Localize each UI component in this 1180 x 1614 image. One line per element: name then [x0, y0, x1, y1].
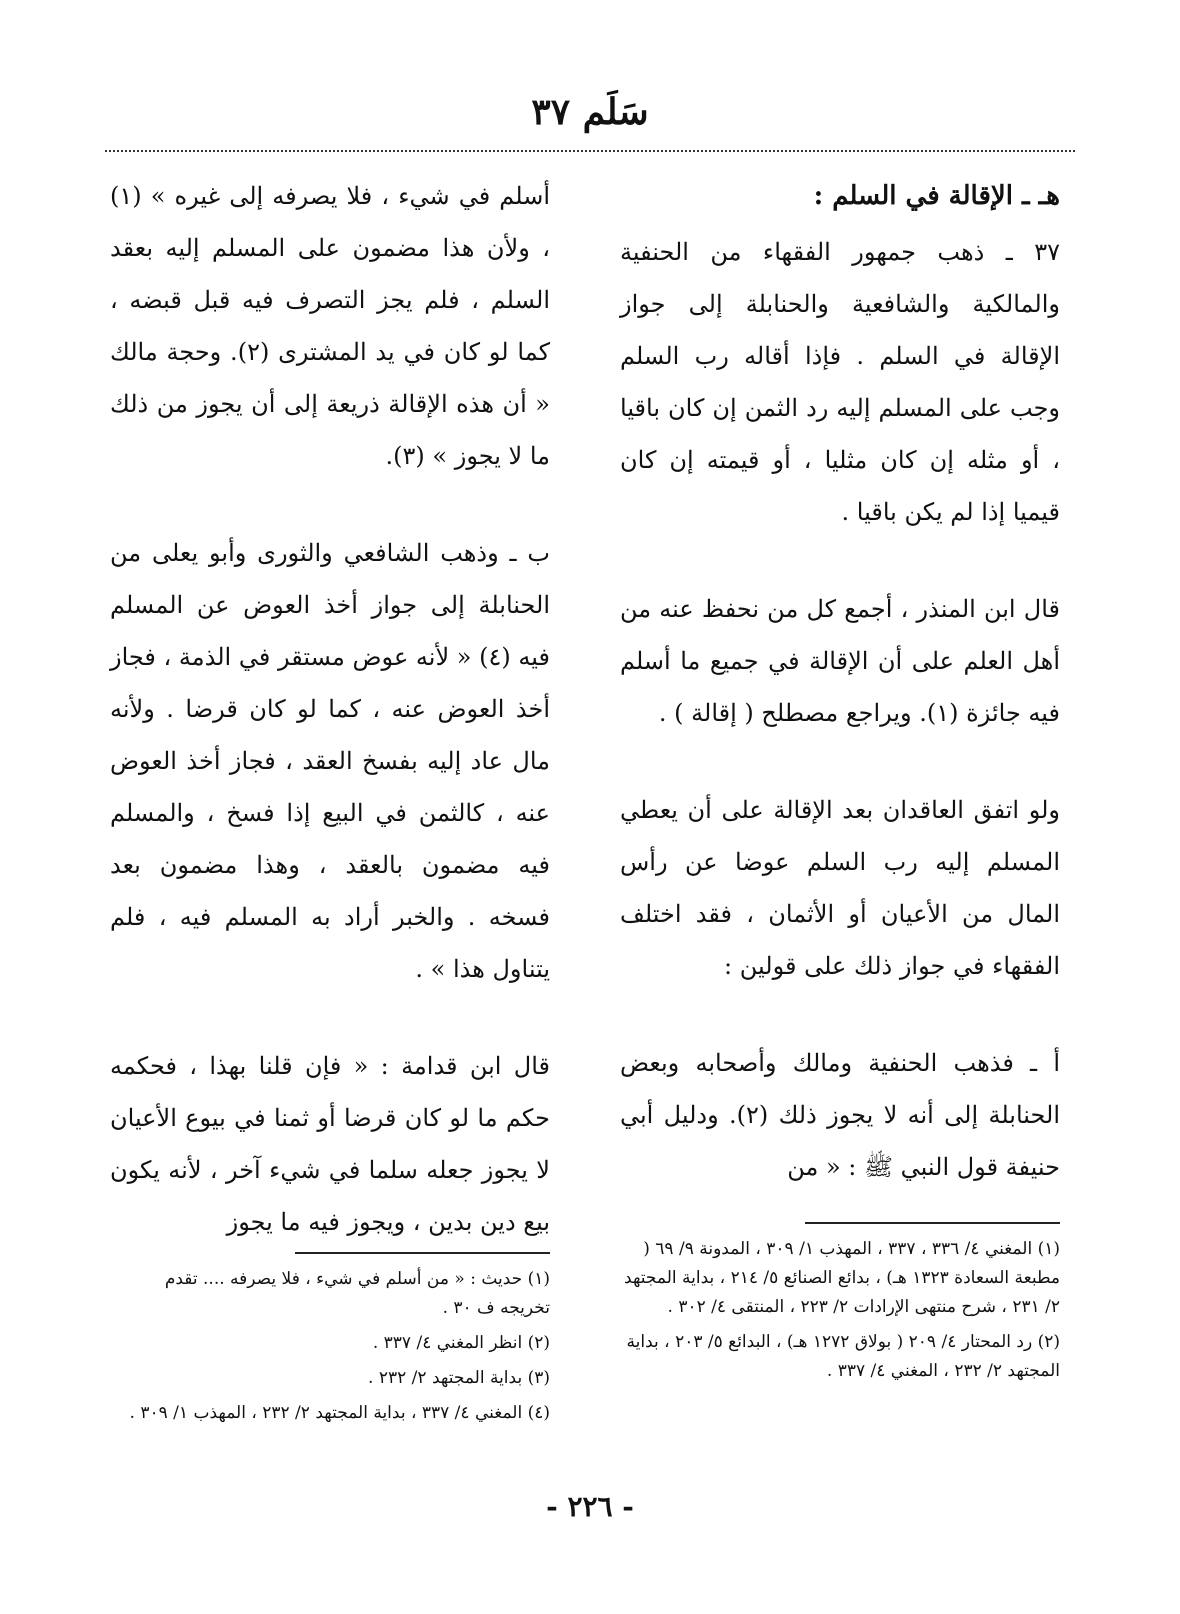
- section-heading: هـ ـ الإقالة في السلم :: [813, 181, 1060, 211]
- footnote: (١) المغني ٤/ ٣٣٦ ، ٣٣٧ ، المهذب ١/ ٣٠٩ ، المدونة ٩/ ٦٩ ( مطبعة السعادة ١٣٢٣ هـ) ، بدائع الصنائع ٥/ ٢١٤ ، بداية المجتهد ٢/ ٢٣١ ، شرح منتهى الإرادات ٢/ ٢٢٣ ، المنتقى ٤/ ٣٠٢ .: [624, 1239, 1060, 1317]
- footnote-divider: [805, 1222, 1060, 1224]
- footnote: (١) حديث : « من أسلم في شيء ، فلا يصرفه .... تقدم تخريجه ف ٣٠ .: [164, 1269, 550, 1318]
- header-divider: [105, 150, 1075, 152]
- footnote: (٢) انظر المغني ٤/ ٣٣٧ .: [372, 1333, 550, 1353]
- paragraph: أ ـ فذهب الحنفية ومالك وأصحابه وبعض الحنابلة إلى أنه لا يجوز ذلك (٢). ودليل أبي حنيفة قول النبي ﷺ : « من: [620, 1049, 1060, 1181]
- page-header: سَلَم ٣٧: [531, 91, 649, 133]
- page-number: - ٢٢٦ -: [546, 1490, 634, 1523]
- left-column: [110, 170, 550, 1293]
- footnote-divider: [295, 1252, 550, 1254]
- right-column: [620, 170, 1060, 1238]
- paragraph: ب ـ وذهب الشافعي والثورى وأبو يعلى من الحنابلة إلى جواز أخذ العوض عن المسلم فيه (٤) « لأنه عوض مستقر في الذمة ، فجاز أخذ العوض عنه ، كما لو كان قرضا . ولأنه مال عاد إليه بفسخ العقد ، فجاز أخذ العوض عنه ، كالثمن في البيع إذا فسخ ، والمسلم فيه مضمون بالعقد ، وهذا مضمون بعد فسخه . والخبر أراد به المسلم فيه ، فلم يتناول هذا » .: [110, 539, 551, 983]
- paragraph: أسلم في شيء ، فلا يصرفه إلى غيره » (١) ، ولأن هذا مضمون على المسلم إليه بعقد السلم ، فلم يجز التصرف فيه قبل قبضه ، كما لو كان في يد المشترى (٢). وحجة مالك « أن هذه الإقالة ذريعة إلى أن يجوز من ذلك ما لا يجوز » (٣).: [110, 182, 550, 470]
- paragraph: قال ابن المنذر ، أجمع كل من نحفظ عنه من أهل العلم على أن الإقالة في جميع ما أسلم فيه جائزة (١). ويراجع مصطلح ( إقالة ) .: [620, 595, 1060, 727]
- footnotes-right: [620, 1235, 1060, 1392]
- paragraph: ٣٧ ـ ذهب جمهور الفقهاء من الحنفية والمالكية والشافعية والحنابلة إلى جواز الإقالة في السلم . فإذا أقاله رب السلم وجب على المسلم إليه رد الثمن إن كان باقيا ، أو مثله إن كان مثليا ، أو قيمته إن كان قيميا إذا لم يكن باقيا .: [620, 238, 1060, 526]
- paragraph: ولو اتفق العاقدان بعد الإقالة على أن يعطي المسلم إليه رب السلم عوضا عن رأس المال من الأعيان أو الأثمان ، فقد اختلف الفقهاء في جواز ذلك على قولين :: [620, 796, 1060, 980]
- paragraph: قال ابن قدامة : « فإن قلنا بهذا ، فحكمه حكم ما لو كان قرضا أو ثمنا في بيوع الأعيان لا يجوز جعله سلما في شيء آخر ، لأنه يكون بيع دين بدين ، ويجوز فيه ما يجوز: [110, 1052, 550, 1236]
- footnote: (٢) رد المحتار ٤/ ٢٠٩ ( بولاق ١٢٧٢ هـ) ، البدائع ٥/ ٢٠٣ ، بداية المجتهد ٢/ ٢٣٢ ، المغني ٤/ ٣٣٧ .: [626, 1332, 1060, 1381]
- footnote: (٣) بداية المجتهد ٢/ ٢٣٢ .: [368, 1368, 550, 1388]
- footnotes-left: [110, 1265, 550, 1434]
- footnote: (٤) المغني ٤/ ٣٣٧ ، بداية المجتهد ٢/ ٢٣٢ ، المهذب ١/ ٣٠٩ .: [129, 1403, 550, 1423]
